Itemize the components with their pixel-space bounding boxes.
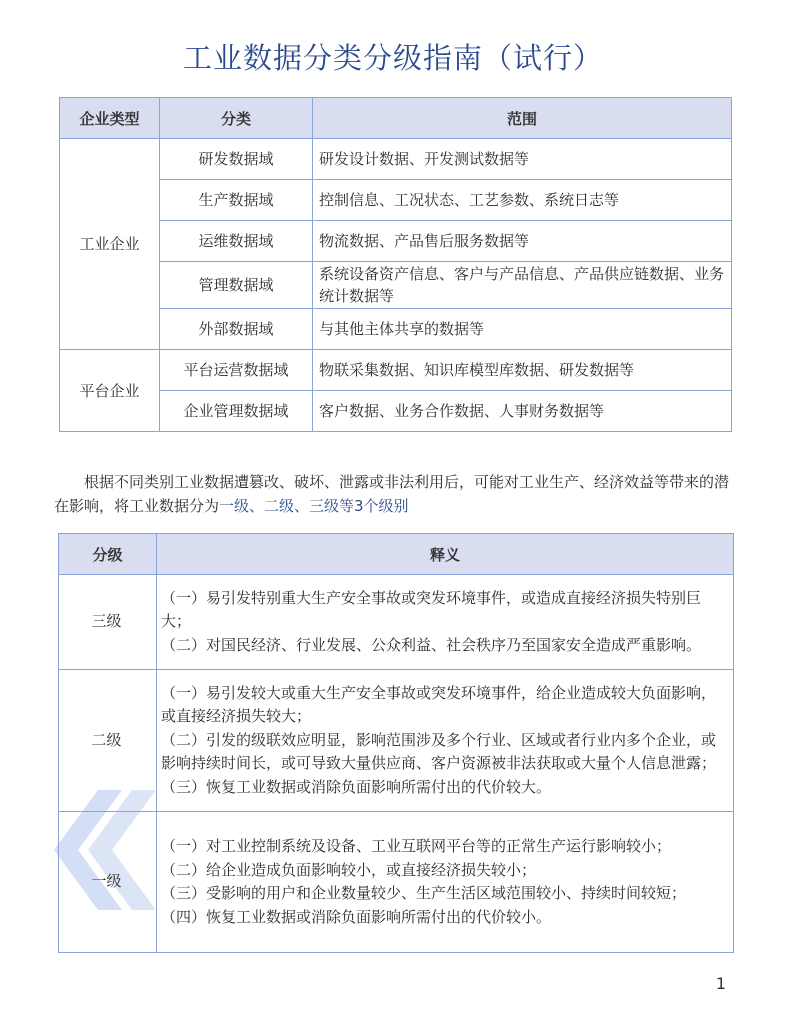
table-row [59,812,734,953]
table-row [59,575,734,670]
table-row [59,670,734,812]
table-row [60,221,732,262]
table-row [60,350,732,391]
data-level-table [58,533,734,953]
header-level: 分级 [59,534,157,575]
enterprise-type-cell: 工业企业 [60,139,160,350]
definition-item: （一）易引发较大或重大生产安全事故或突发环境事件，给企业造成较大负面影响，或直接经济损失较大； [161,683,717,726]
level-cell: 一级 [59,812,157,953]
paragraph-text: 根据不同类别工业数据遭篡改、破坏、泄露或非法利用后，可能对工业生产、经济效益等带来的潜在影响，将工业数据分为 [54,473,730,515]
category-cell: 运维数据域 [160,221,313,262]
definition-item: （一）对工业控制系统及设备、工业互联网平台等的正常生产运行影响较小； [161,837,672,855]
scope-cell: 与其他主体共享的数据等 [313,309,732,350]
scope-cell: 客户数据、业务合作数据、人事财务数据等 [313,391,732,432]
header-category: 分类 [160,98,313,139]
table-header-row [59,534,734,575]
definition-item: （三）受影响的用户和企业数量较少、生产生活区域范围较小、持续时间较短； [161,884,687,902]
definition-cell [157,812,734,953]
definition-item: （四）恢复工业数据或消除负面影响所需付出的代价较小。 [161,907,552,926]
enterprise-type-cell: 平台企业 [60,350,160,432]
level-intro-paragraph [54,470,734,518]
category-cell: 管理数据域 [160,262,313,309]
definition-item: （二）引发的级联效应明显，影响范围涉及多个行业、区域或者行业内多个企业，或影响持续时间长，或可导致大量供应商、客户资源被非法获取或大量个人信息泄露； [161,730,717,773]
scope-cell: 控制信息、工况状态、工艺参数、系统日志等 [313,180,732,221]
category-cell: 平台运营数据域 [160,350,313,391]
definition-item: （三）恢复工业数据或消除负面影响所需付出的代价较大。 [161,777,552,796]
category-cell: 研发数据域 [160,139,313,180]
scope-cell: 物流数据、产品售后服务数据等 [313,221,732,262]
level-cell: 三级 [59,575,157,670]
definition-item: （一）易引发特别重大生产安全事故或突发环境事件，或造成直接经济损失特别巨大； [161,588,702,631]
table-row [60,262,732,309]
definition-cell [157,670,734,812]
level-cell: 二级 [59,670,157,812]
table-row [60,391,732,432]
definition-cell [157,575,734,670]
category-cell: 生产数据域 [160,180,313,221]
header-scope: 范围 [313,98,732,139]
level-highlight: 一级、二级、三级等3个级别 [219,497,409,515]
category-cell: 企业管理数据域 [160,391,313,432]
table-row [60,309,732,350]
scope-cell: 研发设计数据、开发测试数据等 [313,139,732,180]
definition-item: （二）对国民经济、行业发展、公众利益、社会秩序乃至国家安全造成严重影响。 [161,635,702,654]
data-category-table [59,97,732,432]
header-definition: 释义 [157,534,734,575]
page-title: 工业数据分类分级指南（试行） [182,41,603,75]
header-enterprise-type: 企业类型 [60,98,160,139]
table-header-row [60,98,732,139]
scope-cell: 系统设备资产信息、客户与产品信息、产品供应链数据、业务统计数据等 [313,262,732,309]
category-cell: 外部数据域 [160,309,313,350]
table-row [60,139,732,180]
scope-cell: 物联采集数据、知识库模型库数据、研发数据等 [313,350,732,391]
page-number: 1 [715,974,726,993]
definition-item: （二）给企业造成负面影响较小，或直接经济损失较小； [161,860,537,879]
table-row [60,180,732,221]
